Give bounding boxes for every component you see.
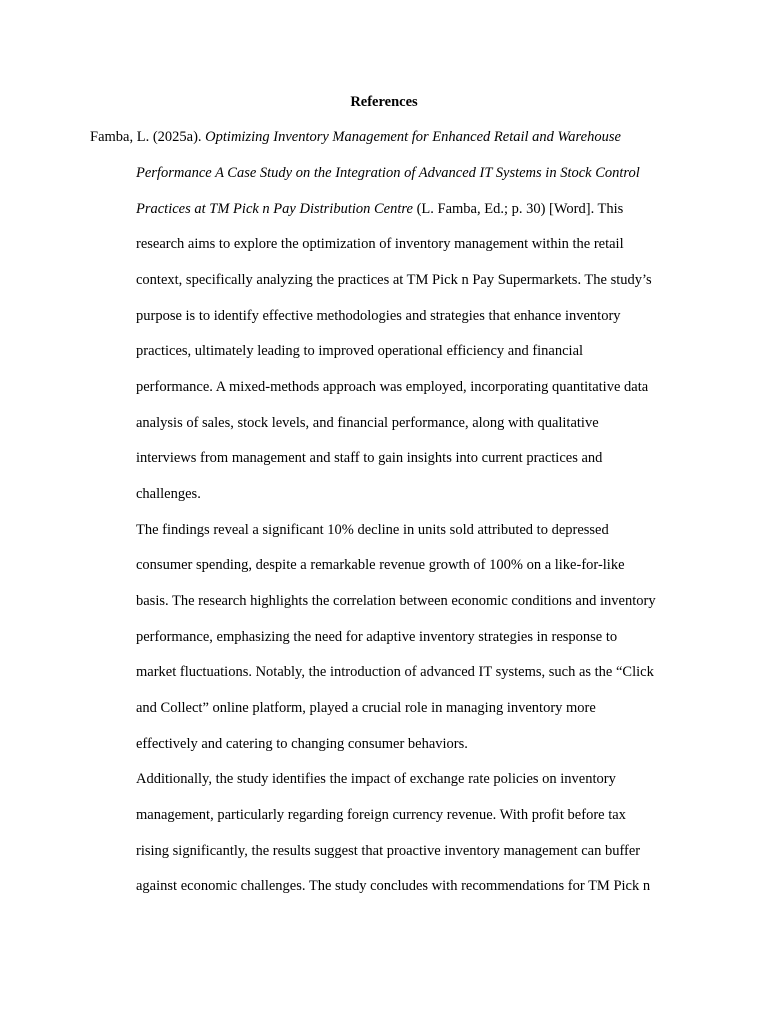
body-text-line: challenges. — [136, 486, 201, 502]
body-text-line: management, particularly regarding foreign currency revenue. With profit before tax — [136, 807, 626, 823]
reference-first-line — [90, 128, 621, 147]
body-text-line: interviews from management and staff to gain insights into current practices and — [136, 450, 603, 466]
body-text-line: and Collect” online platform, played a crucial role in managing inventory more — [136, 700, 596, 716]
reference-title: Optimizing Inventory Management for Enhanced Retail and Warehouse — [205, 129, 621, 145]
body-text-line: The findings reveal a significant 10% decline in units sold attributed to depressed — [136, 522, 609, 538]
reference-details: (L. Famba, Ed.; p. 30) [Word]. This — [412, 201, 624, 217]
reference-author-year: Famba, L. (2025a). — [90, 129, 206, 145]
body-text-line: context, specifically analyzing the practices at TM Pick n Pay Supermarkets. The study’s — [136, 272, 652, 288]
reference-title-line — [136, 164, 640, 183]
body-text-line: performance. A mixed-methods approach was employed, incorporating quantitative data — [136, 379, 649, 395]
body-text-line: practices, ultimately leading to improved operational efficiency and financial — [136, 343, 584, 359]
body-text-line: performance, emphasizing the need for adaptive inventory strategies in response to — [136, 629, 618, 645]
references-heading: References — [350, 94, 418, 110]
body-text-line: rising significantly, the results suggest that proactive inventory management can buffer — [136, 843, 641, 859]
body-text-line: purpose is to identify effective methodologies and strategies that enhance inventory — [136, 308, 621, 324]
body-text-line: analysis of sales, stock levels, and financial performance, along with qualitative — [136, 415, 599, 431]
body-text-line: research aims to explore the optimization of inventory management within the retail — [136, 236, 624, 252]
body-text-line: market fluctuations. Notably, the introduction of advanced IT systems, such as the “Click — [136, 664, 654, 680]
body-text-line: effectively and catering to changing consumer behaviors. — [136, 736, 468, 752]
body-text-line: against economic challenges. The study concludes with recommendations for TM Pick n — [136, 878, 651, 894]
reference-title: Performance A Case Study on the Integration of Advanced IT Systems in Stock Control — [136, 165, 640, 181]
body-text-line: basis. The research highlights the correlation between economic conditions and inventory — [136, 593, 656, 609]
reference-title-line — [136, 200, 623, 219]
reference-title: Practices at TM Pick n Pay Distribution Centre — [136, 201, 413, 217]
body-text-line: Additionally, the study identifies the impact of exchange rate policies on inventory — [136, 771, 616, 787]
body-text-line: consumer spending, despite a remarkable revenue growth of 100% on a like-for-like — [136, 557, 625, 573]
